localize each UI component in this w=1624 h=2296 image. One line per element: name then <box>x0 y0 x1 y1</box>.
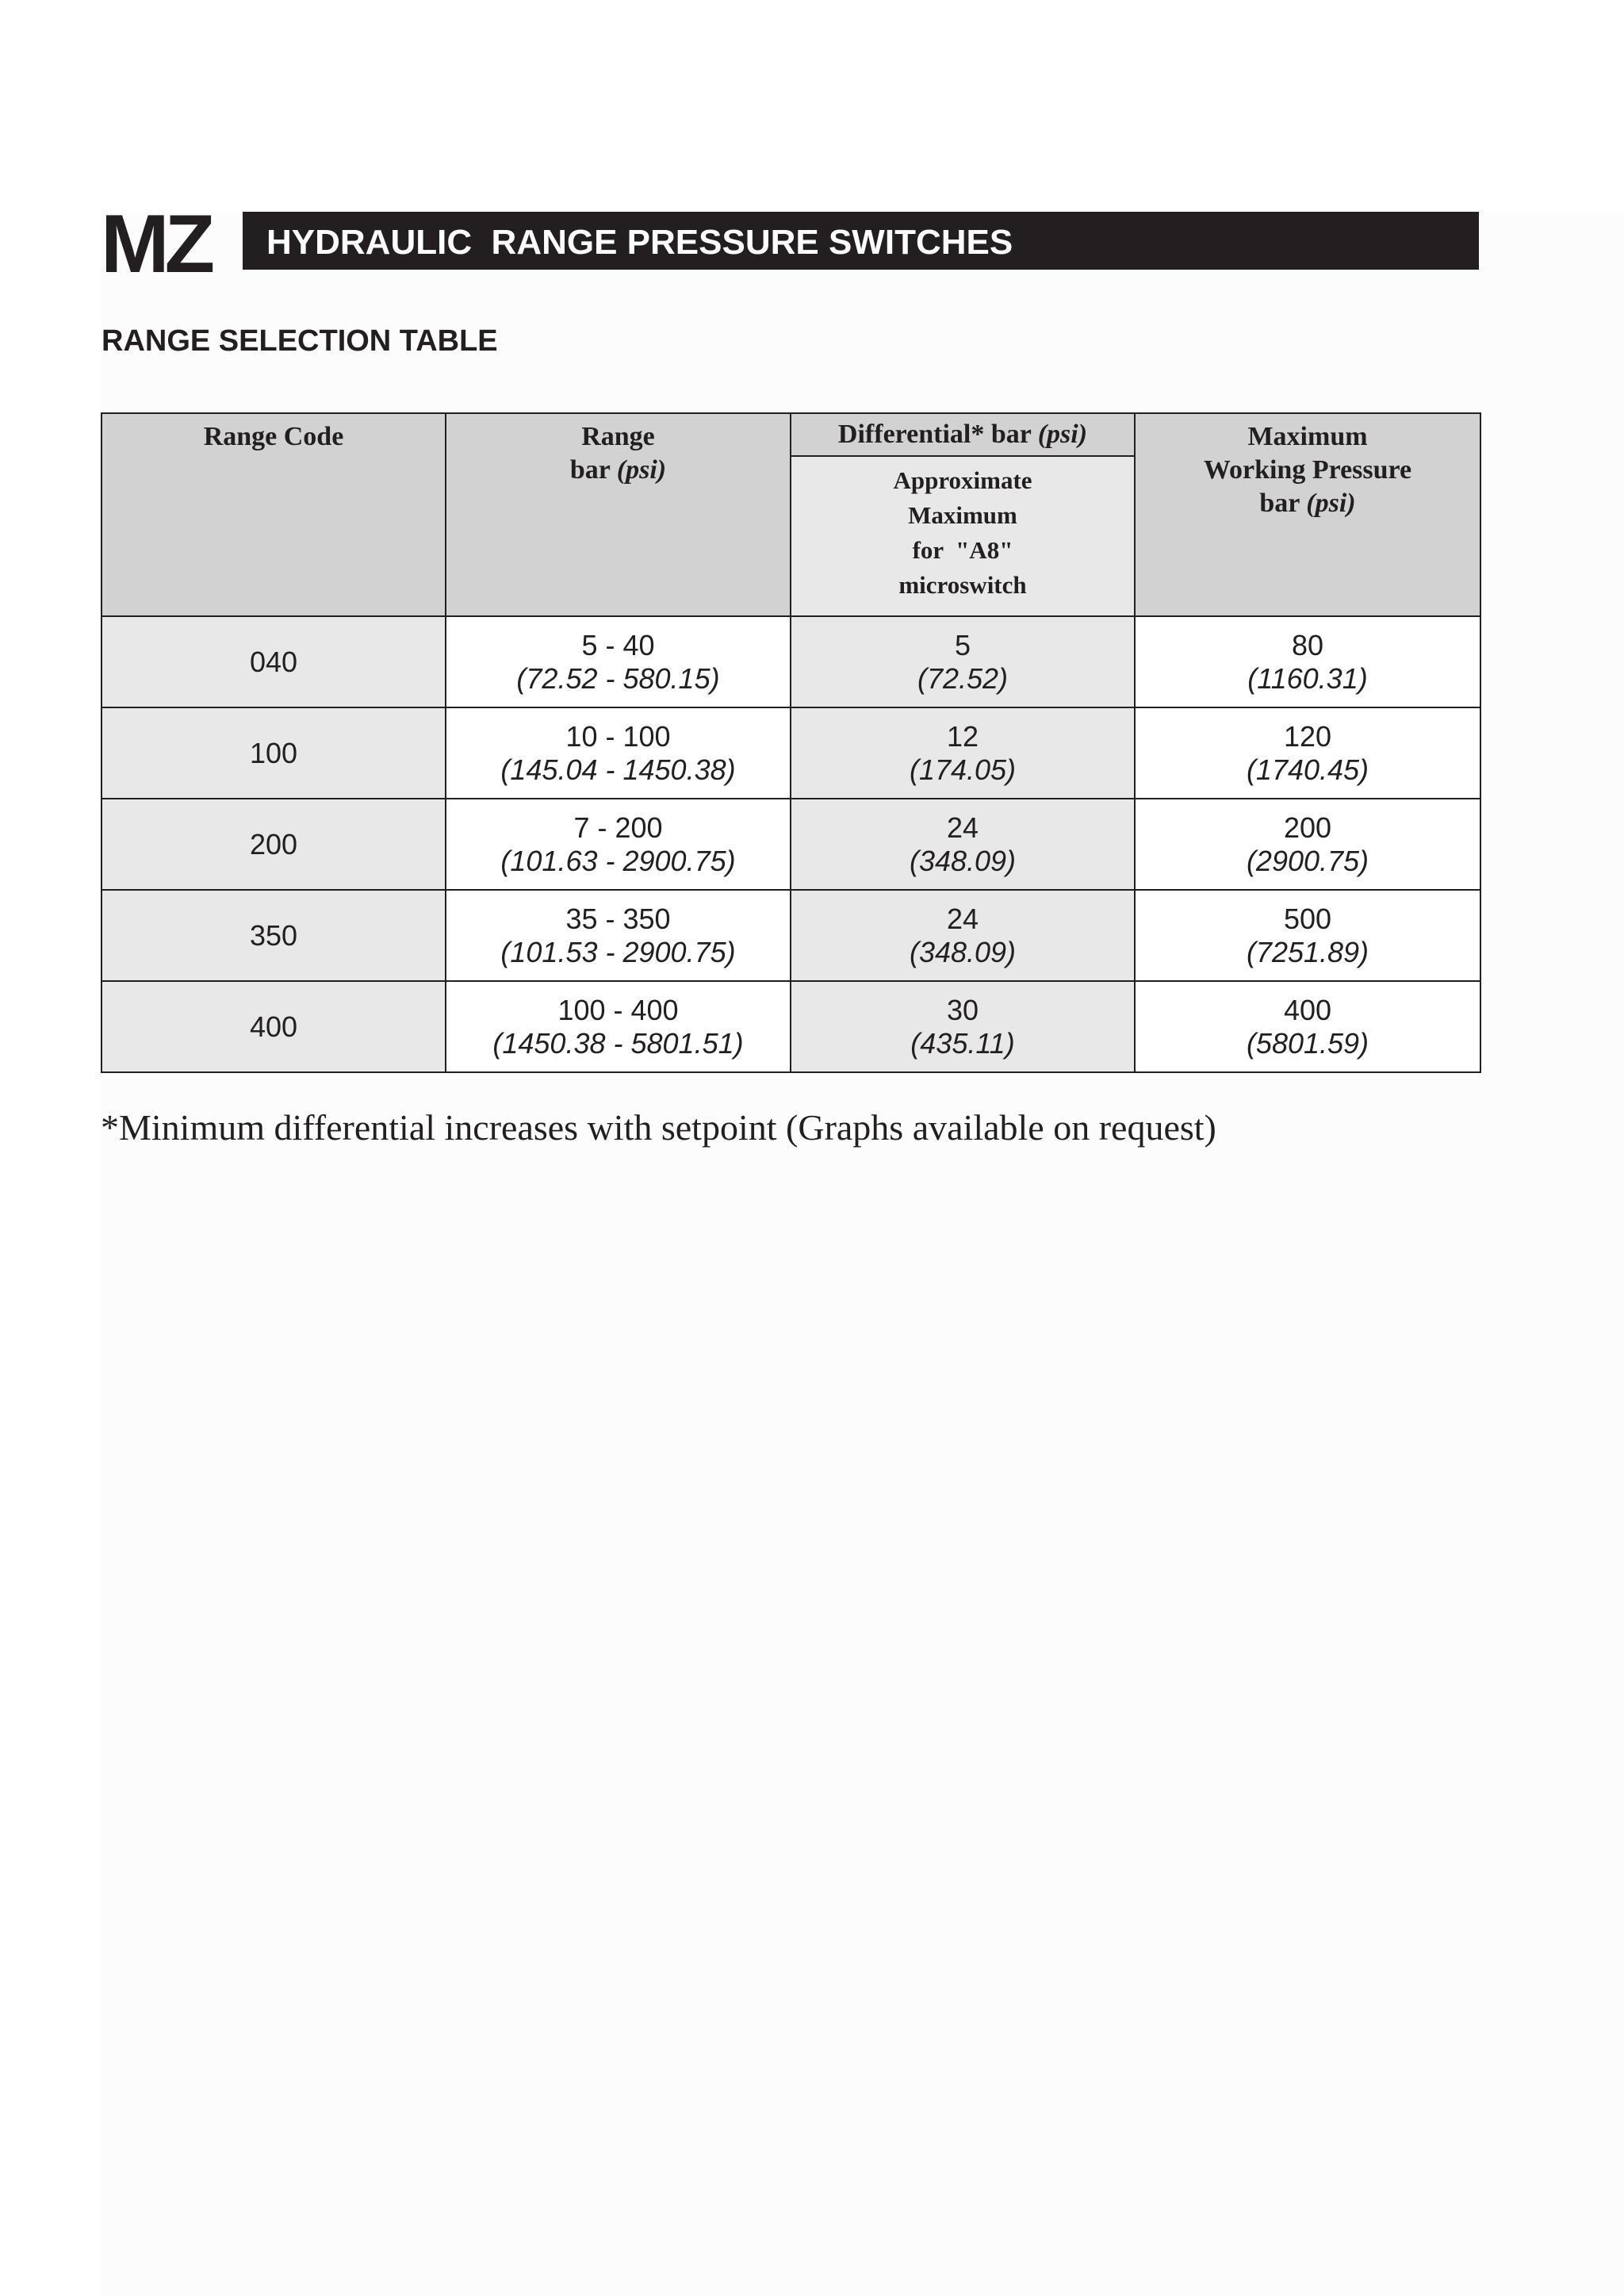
column-header-label: bar <box>1259 489 1307 518</box>
range-code-cell: 200 <box>102 799 446 890</box>
range-psi-value: (101.53 - 2900.75) <box>500 935 736 968</box>
footnote: *Minimum differential increases with setpoint (Graphs available on request) <box>101 1107 1216 1148</box>
table-header-row <box>102 413 1480 456</box>
range-bar-value: 35 - 350 <box>565 902 671 935</box>
column-header-differential <box>791 413 1135 456</box>
range-code-cell: 400 <box>102 981 446 1072</box>
max-pressure-psi-value: (7251.89) <box>1246 935 1369 968</box>
range-bar-value: 100 - 400 <box>557 993 679 1026</box>
max-pressure-cell <box>1135 981 1480 1072</box>
max-pressure-psi-value: (1740.45) <box>1246 753 1369 786</box>
section-heading: RANGE SELECTION TABLE <box>102 324 498 358</box>
column-header-label: Differential* bar <box>837 420 1038 449</box>
range-cell <box>446 981 791 1072</box>
differential-bar-value: 24 <box>946 902 979 935</box>
column-header-range <box>446 413 791 616</box>
differential-bar-value: 24 <box>946 811 979 844</box>
max-pressure-cell <box>1135 890 1480 981</box>
series-code: MZ <box>101 198 211 290</box>
differential-psi-value: (435.11) <box>910 1026 1015 1060</box>
column-header-unit: (psi) <box>1037 420 1088 449</box>
differential-psi-value: (348.09) <box>909 935 1017 968</box>
max-pressure-cell <box>1135 707 1480 799</box>
max-pressure-bar-value: 500 <box>1283 902 1332 935</box>
column-header-max-working-pressure <box>1135 413 1480 616</box>
range-bar-value: 5 - 40 <box>581 628 655 661</box>
max-pressure-psi-value: (2900.75) <box>1246 844 1369 877</box>
range-code-cell: 350 <box>102 890 446 981</box>
range-bar-value: 10 - 100 <box>565 719 671 753</box>
subheader-line: Approximate <box>893 466 1032 494</box>
table-row <box>102 616 1480 707</box>
max-pressure-bar-value: 80 <box>1291 628 1324 661</box>
max-pressure-cell <box>1135 799 1480 890</box>
differential-cell <box>791 707 1135 799</box>
max-pressure-bar-value: 200 <box>1283 811 1332 844</box>
table-row <box>102 890 1480 981</box>
range-code-cell: 040 <box>102 616 446 707</box>
differential-cell <box>791 799 1135 890</box>
title-bar <box>243 212 1479 270</box>
column-header-range-code <box>102 413 446 616</box>
range-cell <box>446 707 791 799</box>
subheader-line: for "A8" <box>912 536 1013 564</box>
differential-cell <box>791 616 1135 707</box>
column-header-label: bar <box>569 455 617 485</box>
subheader-line: microswitch <box>898 571 1027 599</box>
page-title: HYDRAULIC RANGE PRESSURE SWITCHES <box>266 223 1013 262</box>
column-header-label: Maximum <box>1247 422 1368 451</box>
range-psi-value: (72.52 - 580.15) <box>516 661 720 695</box>
max-pressure-bar-value: 400 <box>1283 993 1332 1026</box>
range-psi-value: (1450.38 - 5801.51) <box>492 1026 744 1060</box>
range-cell <box>446 799 791 890</box>
table-row <box>102 707 1480 799</box>
differential-psi-value: (72.52) <box>917 661 1009 695</box>
differential-bar-value: 5 <box>954 628 971 661</box>
differential-psi-value: (348.09) <box>909 844 1017 877</box>
table-row <box>102 981 1480 1072</box>
max-pressure-bar-value: 120 <box>1283 719 1332 753</box>
column-header-unit: (psi) <box>616 455 667 485</box>
column-header-label: Working Pressure <box>1203 455 1412 485</box>
table-row <box>102 799 1480 890</box>
max-pressure-cell <box>1135 616 1480 707</box>
range-selection-table <box>101 412 1481 1073</box>
column-header-label: Range Code <box>203 422 344 451</box>
max-pressure-psi-value: (5801.59) <box>1246 1026 1369 1060</box>
column-header-unit: (psi) <box>1306 489 1356 518</box>
range-cell <box>446 890 791 981</box>
differential-cell <box>791 890 1135 981</box>
range-bar-value: 7 - 200 <box>573 811 663 844</box>
differential-cell <box>791 981 1135 1072</box>
range-psi-value: (145.04 - 1450.38) <box>500 753 736 786</box>
subheader-line: Maximum <box>908 501 1017 529</box>
max-pressure-psi-value: (1160.31) <box>1247 661 1368 695</box>
range-cell <box>446 616 791 707</box>
range-code-cell: 100 <box>102 707 446 799</box>
column-subheader-microswitch <box>791 456 1135 616</box>
differential-psi-value: (174.05) <box>909 753 1017 786</box>
column-header-label: Range <box>581 422 655 451</box>
differential-bar-value: 12 <box>946 719 979 753</box>
range-psi-value: (101.63 - 2900.75) <box>500 844 736 877</box>
differential-bar-value: 30 <box>946 993 979 1026</box>
